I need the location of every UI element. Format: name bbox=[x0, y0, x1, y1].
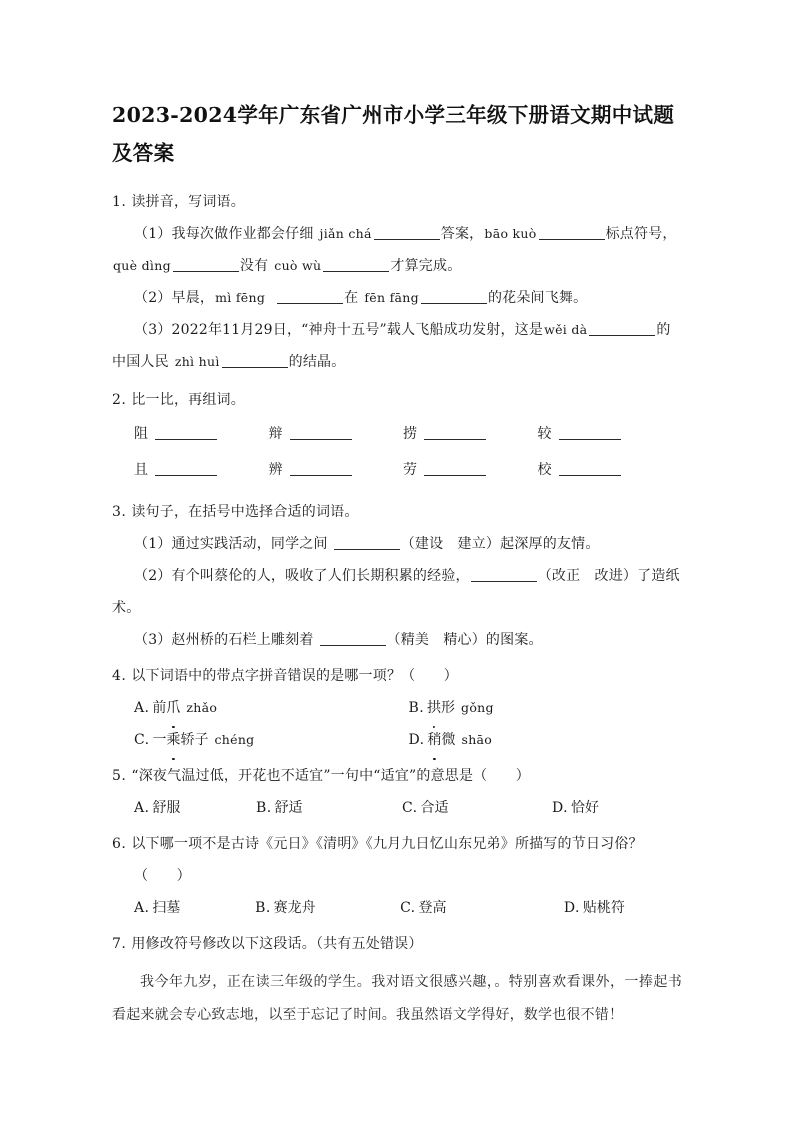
word-build-cell bbox=[134, 416, 269, 452]
question-2 bbox=[112, 384, 683, 488]
option-b[interactable] bbox=[409, 692, 684, 724]
item-label: （1） bbox=[134, 226, 172, 242]
answer-blank[interactable] bbox=[155, 426, 217, 440]
dotted-character: 拱 bbox=[427, 692, 441, 724]
option-text: 一 bbox=[152, 732, 167, 748]
option-pinyin: shāo bbox=[461, 732, 493, 747]
option-b[interactable] bbox=[256, 792, 402, 824]
answer-blank[interactable] bbox=[290, 462, 352, 476]
option-letter: C. bbox=[400, 900, 416, 916]
option-text: 形 bbox=[441, 700, 456, 716]
question-1-item-3-line-2 bbox=[112, 346, 683, 378]
option-c[interactable] bbox=[134, 724, 409, 756]
option-d[interactable] bbox=[552, 792, 672, 824]
dotted-character: 乘 bbox=[166, 724, 180, 756]
answer-blank[interactable] bbox=[589, 322, 655, 336]
option-letter: B. bbox=[408, 700, 425, 716]
question-4-options-row-1 bbox=[112, 692, 683, 724]
pinyin-wei-da: wěi dà bbox=[544, 322, 588, 337]
answer-blank[interactable] bbox=[334, 536, 400, 550]
option-pinyin: gǒng bbox=[461, 700, 494, 715]
question-7-number: 7. bbox=[112, 936, 127, 952]
item-text: 才算完成。 bbox=[390, 258, 462, 274]
question-1-number: 1. bbox=[112, 194, 127, 210]
option-letter: A. bbox=[134, 900, 150, 916]
item-text: 标点符号， bbox=[605, 226, 677, 242]
option-letter: D. bbox=[552, 800, 568, 816]
word-build-cell bbox=[403, 416, 538, 452]
question-1-item-1-line-1 bbox=[112, 218, 683, 250]
option-text: 舒适 bbox=[274, 800, 303, 816]
word-build-cell bbox=[538, 416, 673, 452]
question-5 bbox=[112, 760, 683, 824]
word-build-cell bbox=[269, 416, 404, 452]
pinyin-mi-feng: mì fēng bbox=[215, 290, 266, 305]
option-text: 合适 bbox=[420, 800, 449, 816]
answer-blank[interactable] bbox=[155, 462, 217, 476]
question-5-stem bbox=[112, 760, 683, 792]
item-text: （改正 改进）了造纸 bbox=[537, 568, 680, 584]
option-c[interactable] bbox=[400, 892, 564, 924]
table-row bbox=[112, 416, 672, 452]
question-7-stem bbox=[112, 928, 683, 960]
character: 且 bbox=[134, 462, 148, 478]
question-2-number: 2. bbox=[112, 392, 127, 408]
question-7-stem-text: 用修改符号修改以下这段话。（共有五处错误） bbox=[131, 936, 423, 952]
item-label: （3） bbox=[134, 322, 172, 338]
option-d[interactable] bbox=[564, 892, 683, 924]
option-text: 舒服 bbox=[152, 800, 181, 816]
item-text: 我每次做作业都会仔细 bbox=[171, 226, 314, 242]
answer-blank[interactable] bbox=[471, 568, 537, 582]
answer-blank[interactable] bbox=[374, 226, 440, 240]
question-3-item-3 bbox=[112, 624, 683, 656]
answer-blank[interactable] bbox=[559, 462, 621, 476]
item-label: （2） bbox=[134, 290, 172, 306]
question-3-stem bbox=[112, 496, 683, 528]
item-label: （2） bbox=[134, 568, 172, 584]
question-6 bbox=[112, 828, 683, 924]
item-text: 有个叫蔡伦的人，吸收了人们长期积累的经验， bbox=[171, 568, 470, 584]
question-5-options bbox=[112, 792, 683, 824]
question-5-stem-text: “深夜气温过低，开花也不适宜”一句中“适宜”的意思是（ ） bbox=[131, 768, 530, 784]
answer-blank[interactable] bbox=[559, 426, 621, 440]
answer-blank[interactable] bbox=[421, 290, 487, 304]
question-7-paragraph: 我今年九岁，正在读三年级的学生。我对语文很感兴趣，。特别喜欢看课外，一捧起书看起来就会专心致志地，以至于忘记了时间。我虽然语文学得好，数学也很不错！ bbox=[112, 974, 682, 1023]
answer-blank[interactable] bbox=[173, 258, 239, 272]
question-3-item-2-line-1 bbox=[112, 560, 683, 592]
item-text: 的 bbox=[656, 322, 671, 338]
item-label: （3） bbox=[134, 632, 172, 648]
answer-blank[interactable] bbox=[320, 632, 386, 646]
question-6-stem-text: 以下哪一项不是古诗《元日》《清明》《九月九日忆山东兄弟》所描写的节日习俗？ bbox=[131, 836, 643, 852]
table-row bbox=[112, 452, 672, 488]
option-text: 贴桃符 bbox=[582, 900, 625, 916]
item-label: （1） bbox=[134, 536, 172, 552]
character: 校 bbox=[537, 462, 552, 478]
option-letter: D. bbox=[408, 732, 425, 748]
option-text: 前 bbox=[152, 700, 167, 716]
pinyin-zhi-hui: zhì huì bbox=[174, 354, 220, 369]
option-a[interactable] bbox=[134, 892, 255, 924]
item-text: 中国人民 bbox=[112, 354, 169, 370]
option-letter: B. bbox=[256, 800, 272, 816]
question-1-stem bbox=[112, 186, 683, 218]
pinyin-jian-cha: jiǎn chá bbox=[319, 226, 372, 241]
item-text: （精美 精心）的图案。 bbox=[386, 632, 543, 648]
option-a[interactable] bbox=[134, 792, 256, 824]
option-text: 恰好 bbox=[570, 800, 599, 816]
character: 辨 bbox=[268, 462, 283, 478]
item-text: 没有 bbox=[239, 258, 269, 274]
answer-blank[interactable] bbox=[424, 462, 486, 476]
character: 捞 bbox=[403, 426, 417, 442]
item-text: 在 bbox=[344, 290, 359, 306]
question-1-stem-text: 读拼音，写词语。 bbox=[131, 194, 245, 210]
question-1-item-3-line-1 bbox=[112, 314, 683, 346]
question-3-item-1 bbox=[112, 528, 683, 560]
option-pinyin: zhǎo bbox=[186, 700, 218, 715]
question-4-stem bbox=[112, 660, 683, 692]
option-text: 登高 bbox=[418, 900, 447, 916]
question-4-number: 4. bbox=[112, 668, 127, 684]
option-letter: A. bbox=[134, 700, 150, 716]
option-letter: C. bbox=[134, 732, 150, 748]
word-build-cell bbox=[538, 452, 673, 488]
pinyin-fen-fang: fēn fāng bbox=[364, 290, 419, 305]
dotted-character: 爪 bbox=[166, 692, 180, 724]
question-4-options-row-2 bbox=[112, 724, 683, 756]
dotted-character: 稍 bbox=[427, 724, 441, 756]
question-6-answer-bracket[interactable] bbox=[112, 860, 683, 892]
option-d[interactable] bbox=[409, 724, 684, 756]
question-3-number: 3. bbox=[112, 504, 127, 520]
option-letter: D. bbox=[563, 900, 580, 916]
question-2-grid bbox=[112, 416, 672, 488]
option-b[interactable] bbox=[255, 892, 400, 924]
question-6-options bbox=[112, 892, 683, 924]
question-3 bbox=[112, 496, 683, 656]
answer-bracket-text: （ ） bbox=[134, 868, 191, 884]
pinyin-que-ding: què dìng bbox=[113, 258, 171, 273]
question-4-stem-text: 以下词语中的带点字拼音错误的是哪一项？（ ） bbox=[131, 668, 458, 684]
answer-blank[interactable] bbox=[277, 290, 343, 304]
option-c[interactable] bbox=[402, 792, 552, 824]
character: 较 bbox=[537, 426, 552, 442]
item-text: 2022年11月29日，“神舟十五号”载人飞船成功发射，这是 bbox=[171, 322, 544, 338]
page-title: 2023-2024学年广东省广州市小学三年级下册语文期中试题及答案 bbox=[112, 103, 675, 165]
question-3-item-2-line-2 bbox=[112, 592, 683, 624]
item-text: 通过实践活动，同学之间 bbox=[171, 536, 328, 552]
option-letter: C. bbox=[402, 800, 418, 816]
question-1-item-2 bbox=[112, 282, 683, 314]
question-5-number: 5. bbox=[112, 768, 127, 784]
option-text: 轿子 bbox=[180, 732, 209, 748]
character: 辩 bbox=[268, 426, 283, 442]
option-a[interactable] bbox=[134, 692, 409, 724]
item-text: 的花朵间飞舞。 bbox=[487, 290, 588, 306]
character: 劳 bbox=[403, 462, 417, 478]
item-text: 答案， bbox=[440, 226, 484, 242]
question-1-item-1-line-2 bbox=[112, 250, 683, 282]
item-text: 的结晶。 bbox=[288, 354, 346, 370]
word-build-cell bbox=[269, 452, 404, 488]
answer-blank[interactable] bbox=[323, 258, 389, 272]
answer-blank[interactable] bbox=[222, 354, 288, 368]
question-7 bbox=[112, 928, 683, 1032]
question-4 bbox=[112, 660, 683, 756]
option-letter: A. bbox=[134, 800, 150, 816]
option-text: 赛龙舟 bbox=[273, 900, 316, 916]
question-6-stem bbox=[112, 828, 683, 860]
option-pinyin: chéng bbox=[214, 732, 255, 747]
answer-blank[interactable] bbox=[539, 226, 605, 240]
option-text: 微 bbox=[441, 732, 456, 748]
word-build-cell bbox=[403, 452, 538, 488]
answer-blank[interactable] bbox=[424, 426, 486, 440]
pinyin-cuo-wu: cuò wù bbox=[274, 258, 322, 273]
item-text: 赵州桥的石栏上雕刻着 bbox=[171, 632, 314, 648]
question-2-stem-text: 比一比，再组词。 bbox=[131, 392, 245, 408]
character: 阻 bbox=[134, 426, 148, 442]
item-text: （建设 建立）起深厚的友情。 bbox=[400, 536, 600, 552]
question-1 bbox=[112, 186, 683, 378]
answer-blank[interactable] bbox=[290, 426, 352, 440]
question-3-stem-text: 读句子，在括号中选择合适的词语。 bbox=[131, 504, 359, 520]
item-text: 早晨， bbox=[171, 290, 215, 306]
question-6-number: 6. bbox=[112, 836, 127, 852]
question-2-stem bbox=[112, 384, 683, 416]
option-letter: B. bbox=[255, 900, 271, 916]
option-text: 扫墓 bbox=[152, 900, 181, 916]
item-text: 术。 bbox=[112, 600, 141, 616]
pinyin-bao-kuo: bāo kuò bbox=[484, 226, 537, 241]
word-build-cell bbox=[134, 452, 269, 488]
